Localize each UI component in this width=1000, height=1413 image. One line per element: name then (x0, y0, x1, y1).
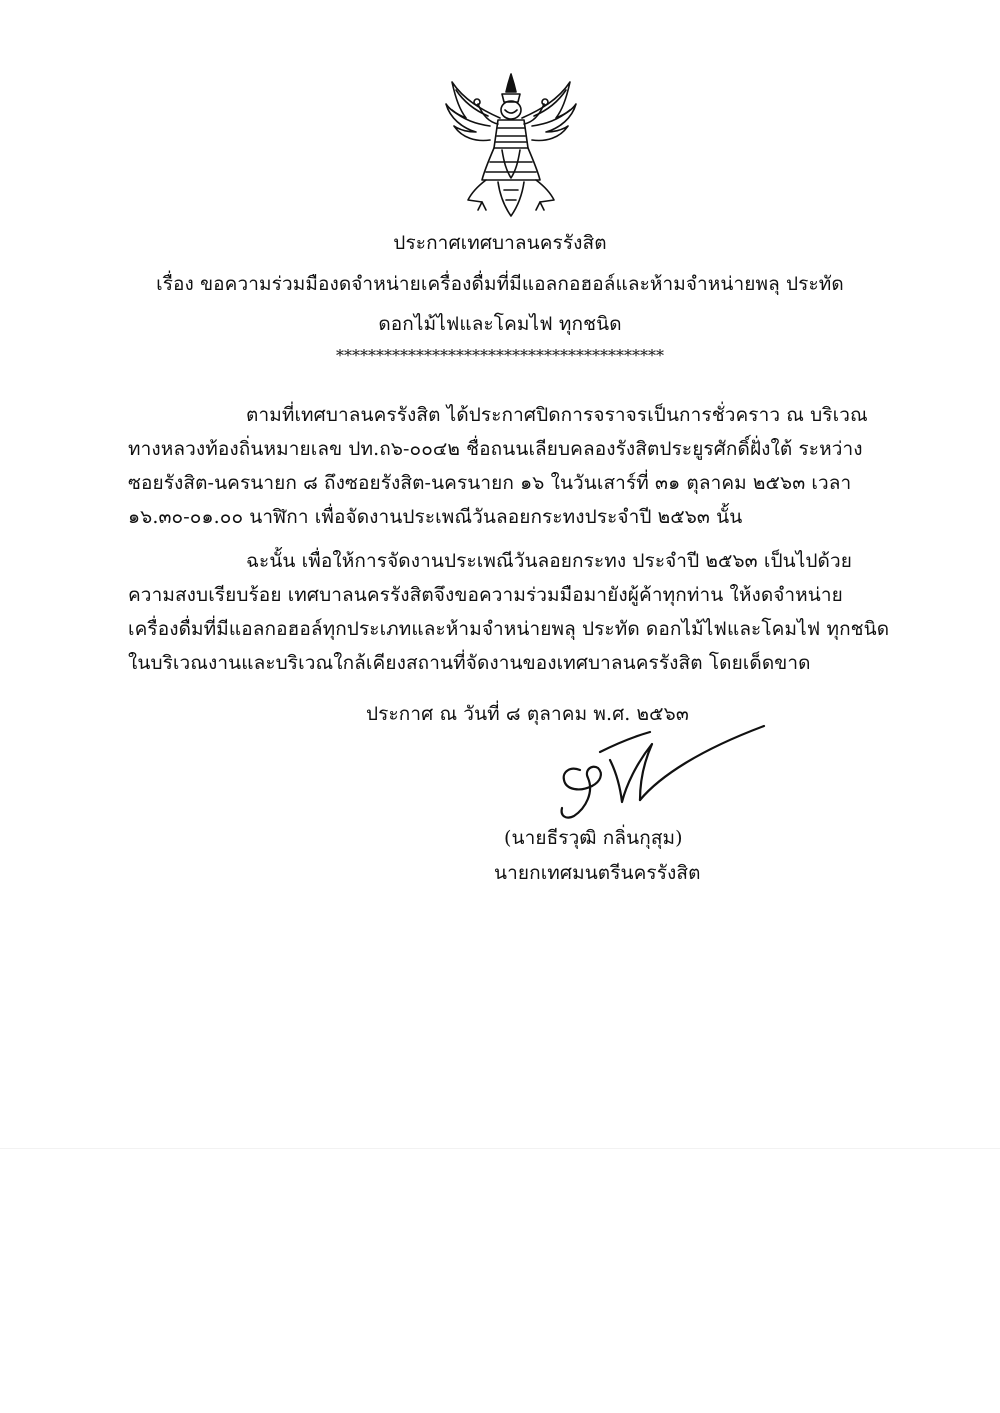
paragraph-2-line-3: เครื่องดื่มที่มีแอลกอฮอล์ทุกประเภทและห้ามจำหน่ายพลุ ประทัด ดอกไม้ไฟและโคมไฟ ทุกชนิด (128, 618, 890, 640)
separator-line: ***************************************** (336, 346, 664, 365)
subject-line-2: ดอกไม้ไฟและโคมไฟ ทุกชนิด (378, 313, 622, 335)
announcement-date: ประกาศ ณ วันที่ ๘ ตุลาคม พ.ศ. ๒๕๖๓ (366, 703, 689, 725)
handwritten-signature (540, 712, 780, 832)
paragraph-2-line-4: ในบริเวณงานและบริเวณใกล้เคียงสถานที่จัดงานของเทศบาลนครรังสิต โดยเด็ดขาด (128, 652, 811, 674)
paragraph-2-line-2: ความสงบเรียบร้อย เทศบาลนครรังสิตจึงขอความร่วมมือมายังผู้ค้าทุกท่าน ให้งดจำหน่าย (128, 584, 843, 606)
paragraph-1-line-1: ตามที่เทศบาลนครรังสิต ได้ประกาศปิดการจราจรเป็นการชั่วคราว ณ บริเวณ (246, 404, 868, 426)
garuda-emblem-icon (442, 70, 580, 222)
scan-artifact-line (0, 1148, 1000, 1149)
paragraph-2-line-1: ฉะนั้น เพื่อให้การจัดงานประเพณีวันลอยกระทง ประจำปี ๒๕๖๓ เป็นไปด้วย (246, 550, 852, 572)
signatory-position: นายกเทศมนตรีนครรังสิต (494, 862, 701, 884)
document-title: ประกาศเทศบาลนครรังสิต (393, 232, 607, 254)
paragraph-1-line-3: ซอยรังสิต-นครนายก ๘ ถึงซอยรังสิต-นครนายก ๑๖ ในวันเสาร์ที่ ๓๑ ตุลาคม ๒๕๖๓ เวลา (128, 472, 852, 494)
paragraph-1-line-2: ทางหลวงท้องถิ่นหมายเลข ปท.ถ๖-๐๐๔๒ ชื่อถนนเลียบคลองรังสิตประยูรศักดิ์ฝั่งใต้ ระหว่าง (128, 438, 863, 460)
paragraph-1-line-4: ๑๖.๓๐-๐๑.๐๐ นาฬิกา เพื่อจัดงานประเพณีวันลอยกระทงประจำปี ๒๕๖๓ นั้น (128, 506, 743, 528)
subject-line-1: เรื่อง ขอความร่วมมืองดจำหน่ายเครื่องดื่มที่มีแอลกอฮอล์และห้ามจำหน่ายพลุ ประทัด (156, 273, 844, 295)
signatory-name: (นายธีรวุฒิ กลิ่นกุสุม) (504, 827, 683, 849)
